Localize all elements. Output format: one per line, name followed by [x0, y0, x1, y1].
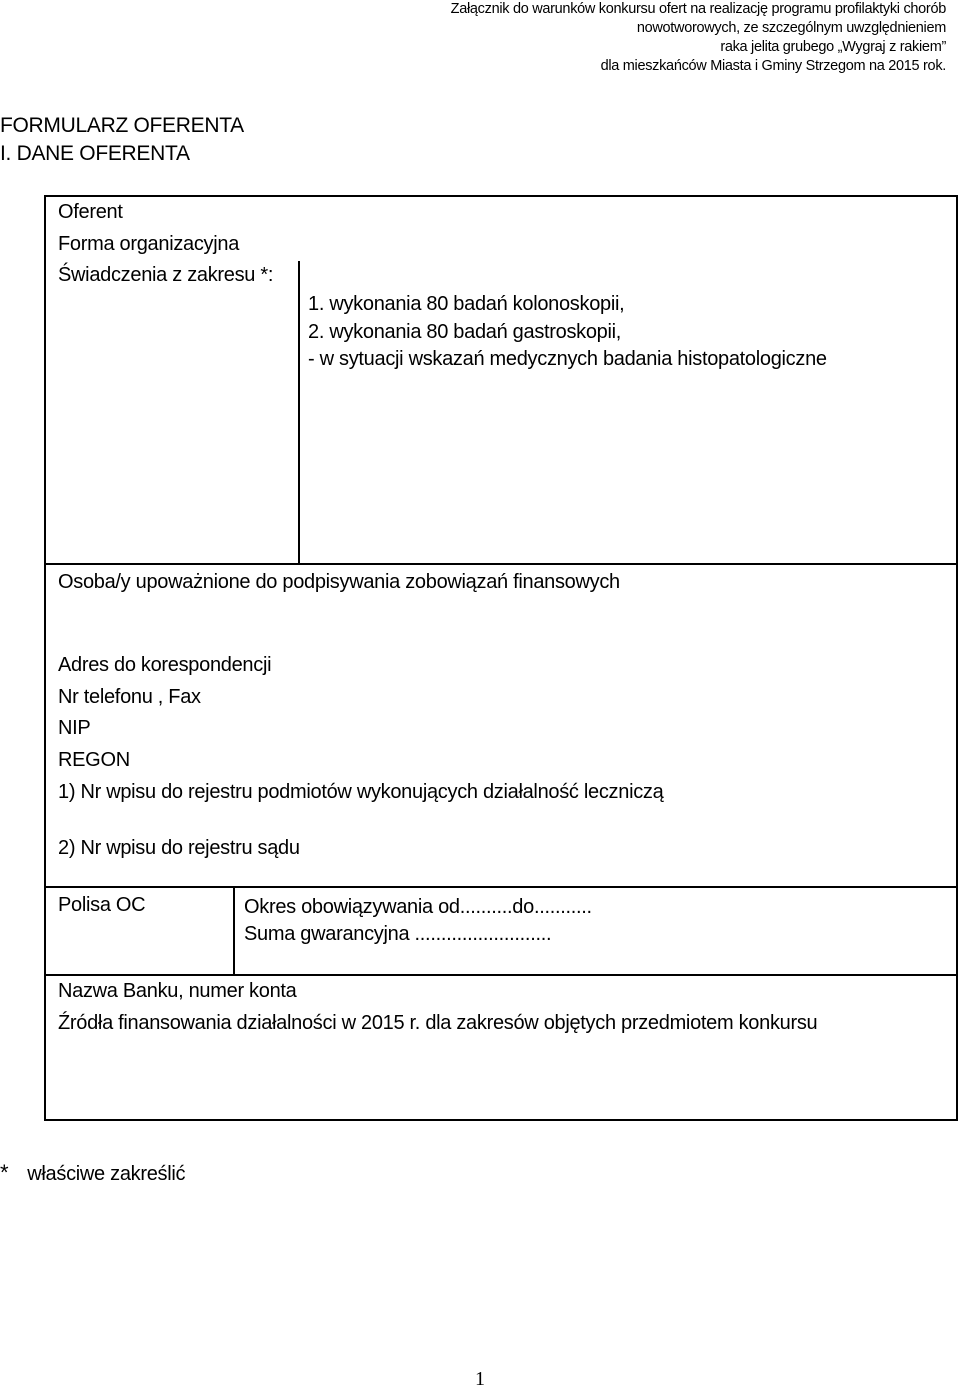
field-oferent: Oferent: [58, 201, 123, 223]
section-title: I. DANE OFERENTA: [0, 142, 190, 165]
table-divider: [46, 563, 956, 565]
footnote-text: właściwe zakreślić: [27, 1163, 186, 1185]
swiadczenia-item: 2. wykonania 80 badań gastroskopii,: [308, 321, 622, 343]
footnote: [0, 1160, 185, 1186]
polisa-okres: Okres obowiązywania od..........do...........: [244, 896, 592, 918]
table-divider: [46, 974, 956, 976]
swiadczenia-divider: [298, 261, 300, 565]
field-zrodla-finansowania: Źródła finansowania działalności w 2015 r. dla zakresów objętych przedmiotem konkursu: [58, 1012, 818, 1034]
header-note-line: raka jelita grubego „Wygraj z rakiem”: [720, 39, 946, 55]
field-telefon: Nr telefonu , Fax: [58, 686, 201, 708]
field-nip: NIP: [58, 717, 91, 739]
page-number: 1: [475, 1368, 485, 1390]
field-adres: Adres do korespondencji: [58, 654, 272, 676]
polisa-suma: Suma gwarancyjna ..........................: [244, 923, 552, 945]
field-nr-wpisu-1: 1) Nr wpisu do rejestru podmiotów wykonujących działalność leczniczą: [58, 781, 664, 803]
swiadczenia-item: - w sytuacji wskazań medycznych badania histopatologiczne: [308, 348, 827, 370]
field-forma-organizacyjna: Forma organizacyjna: [58, 233, 240, 255]
field-regon: REGON: [58, 749, 130, 771]
field-bank: Nazwa Banku, numer konta: [58, 980, 297, 1002]
field-nr-wpisu-2: 2) Nr wpisu do rejestru sądu: [58, 837, 300, 859]
field-swiadczenia: Świadczenia z zakresu *:: [58, 264, 274, 286]
asterisk-icon: *: [0, 1160, 9, 1185]
field-polisa-oc: Polisa OC: [58, 894, 146, 916]
swiadczenia-item: 1. wykonania 80 badań kolonoskopii,: [308, 293, 625, 315]
form-title: FORMULARZ OFERENTA: [0, 114, 244, 137]
header-note-line: nowotworowych, ze szczególnym uwzględnieniem: [636, 20, 946, 36]
header-note: [426, 0, 946, 76]
header-note-line: Załącznik do warunków konkursu ofert na realizację programu profilaktyki chorób: [450, 1, 946, 17]
table-divider: [46, 886, 956, 888]
polisa-divider: [233, 886, 235, 975]
field-osoby-upowaznione: Osoba/y upoważnione do podpisywania zobowiązań finansowych: [58, 571, 620, 593]
applicant-form-table: [44, 195, 958, 1121]
header-note-line: dla mieszkańców Miasta i Gminy Strzegom na 2015 rok.: [600, 58, 946, 74]
